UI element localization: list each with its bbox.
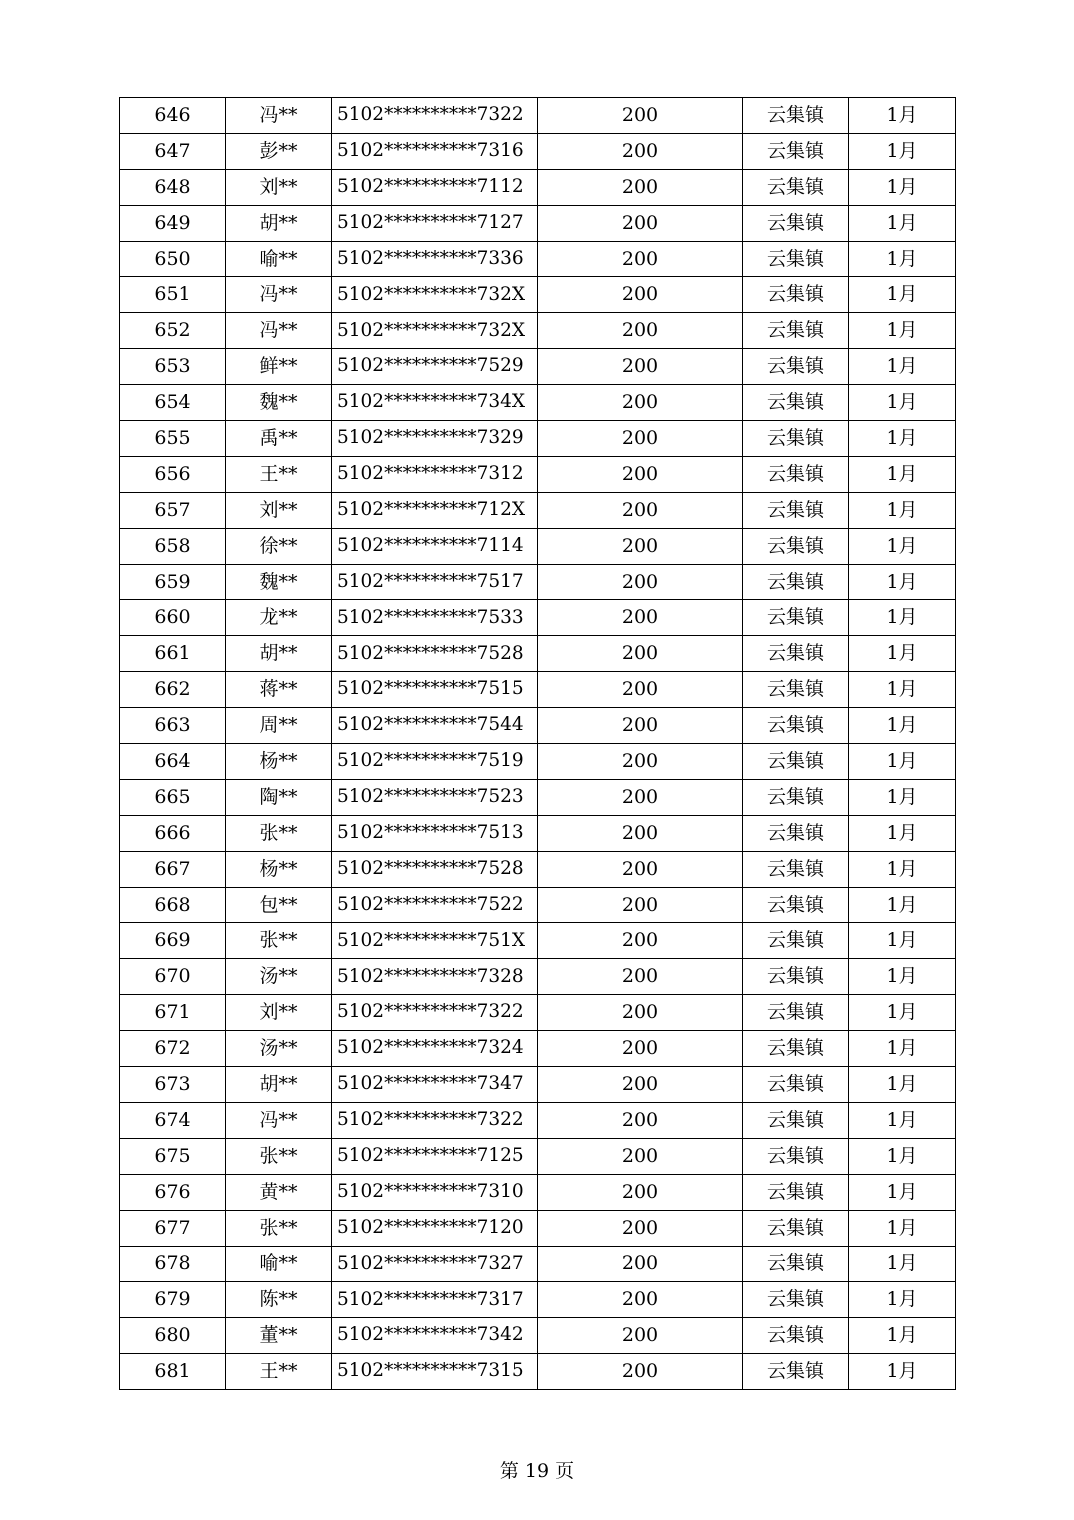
town-cell: 云集镇 — [743, 708, 849, 744]
id-number-cell: 5102**********7112 — [332, 169, 538, 205]
town-cell: 云集镇 — [743, 959, 849, 995]
id-number-cell: 5102**********7533 — [332, 600, 538, 636]
town-cell: 云集镇 — [743, 98, 849, 134]
id-number-cell: 5102**********7347 — [332, 1067, 538, 1103]
month-cell: 1月 — [849, 1246, 956, 1282]
page-number: 第 19 页 — [499, 1460, 575, 1482]
id-number-cell: 5102**********7324 — [332, 1031, 538, 1067]
amount-cell: 200 — [538, 241, 743, 277]
id-number-cell: 5102**********7517 — [332, 564, 538, 600]
amount-cell: 200 — [538, 995, 743, 1031]
table-row — [120, 169, 956, 205]
id-number-cell: 5102**********7529 — [332, 349, 538, 385]
town-cell: 云集镇 — [743, 277, 849, 313]
name-cell: 魏** — [226, 385, 332, 421]
amount-cell: 200 — [538, 1318, 743, 1354]
month-cell: 1月 — [849, 887, 956, 923]
row-number-cell: 676 — [120, 1174, 226, 1210]
table-row — [120, 995, 956, 1031]
month-cell: 1月 — [849, 169, 956, 205]
row-number-cell: 669 — [120, 923, 226, 959]
amount-cell: 200 — [538, 744, 743, 780]
table-row — [120, 1138, 956, 1174]
name-cell: 喻** — [226, 241, 332, 277]
table-row — [120, 492, 956, 528]
id-number-cell: 5102**********7544 — [332, 708, 538, 744]
id-number-cell: 5102**********7327 — [332, 1246, 538, 1282]
id-number-cell: 5102**********734X — [332, 385, 538, 421]
table-row — [120, 421, 956, 457]
month-cell: 1月 — [849, 923, 956, 959]
id-number-cell: 5102**********751X — [332, 923, 538, 959]
name-cell: 陈** — [226, 1282, 332, 1318]
id-number-cell: 5102**********7528 — [332, 851, 538, 887]
month-cell: 1月 — [849, 1210, 956, 1246]
id-number-cell: 5102**********732X — [332, 277, 538, 313]
town-cell: 云集镇 — [743, 385, 849, 421]
month-cell: 1月 — [849, 815, 956, 851]
id-number-cell: 5102**********7328 — [332, 959, 538, 995]
table-row — [120, 98, 956, 134]
row-number-cell: 655 — [120, 421, 226, 457]
month-cell: 1月 — [849, 385, 956, 421]
month-cell: 1月 — [849, 851, 956, 887]
id-number-cell: 5102**********732X — [332, 313, 538, 349]
table-row — [120, 313, 956, 349]
amount-cell: 200 — [538, 421, 743, 457]
table-row — [120, 923, 956, 959]
amount-cell: 200 — [538, 887, 743, 923]
id-number-cell: 5102**********7329 — [332, 421, 538, 457]
id-number-cell: 5102**********7523 — [332, 779, 538, 815]
id-number-cell: 5102**********7120 — [332, 1210, 538, 1246]
amount-cell: 200 — [538, 349, 743, 385]
town-cell: 云集镇 — [743, 1138, 849, 1174]
town-cell: 云集镇 — [743, 779, 849, 815]
id-number-cell: 5102**********7127 — [332, 205, 538, 241]
id-number-cell: 5102**********7316 — [332, 133, 538, 169]
table-row — [120, 851, 956, 887]
table-row — [120, 1354, 956, 1390]
month-cell: 1月 — [849, 277, 956, 313]
row-number-cell: 652 — [120, 313, 226, 349]
table-row — [120, 277, 956, 313]
amount-cell: 200 — [538, 672, 743, 708]
row-number-cell: 661 — [120, 636, 226, 672]
month-cell: 1月 — [849, 1174, 956, 1210]
row-number-cell: 659 — [120, 564, 226, 600]
amount-cell: 200 — [538, 1102, 743, 1138]
row-number-cell: 680 — [120, 1318, 226, 1354]
month-cell: 1月 — [849, 1318, 956, 1354]
row-number-cell: 679 — [120, 1282, 226, 1318]
id-number-cell: 5102**********7322 — [332, 995, 538, 1031]
amount-cell: 200 — [538, 779, 743, 815]
row-number-cell: 663 — [120, 708, 226, 744]
row-number-cell: 677 — [120, 1210, 226, 1246]
table-row — [120, 815, 956, 851]
town-cell: 云集镇 — [743, 600, 849, 636]
amount-cell: 200 — [538, 564, 743, 600]
amount-cell: 200 — [538, 528, 743, 564]
amount-cell: 200 — [538, 815, 743, 851]
town-cell: 云集镇 — [743, 851, 849, 887]
name-cell: 冯** — [226, 313, 332, 349]
id-number-cell: 5102**********7336 — [332, 241, 538, 277]
month-cell: 1月 — [849, 492, 956, 528]
town-cell: 云集镇 — [743, 1246, 849, 1282]
month-cell: 1月 — [849, 133, 956, 169]
table-row — [120, 887, 956, 923]
row-number-cell: 673 — [120, 1067, 226, 1103]
name-cell: 蒋** — [226, 672, 332, 708]
row-number-cell: 657 — [120, 492, 226, 528]
table-row — [120, 1210, 956, 1246]
table-row — [120, 672, 956, 708]
amount-cell: 200 — [538, 1210, 743, 1246]
name-cell: 冯** — [226, 98, 332, 134]
town-cell: 云集镇 — [743, 456, 849, 492]
name-cell: 张** — [226, 1210, 332, 1246]
name-cell: 禹** — [226, 421, 332, 457]
town-cell: 云集镇 — [743, 1282, 849, 1318]
month-cell: 1月 — [849, 313, 956, 349]
town-cell: 云集镇 — [743, 995, 849, 1031]
town-cell: 云集镇 — [743, 564, 849, 600]
amount-cell: 200 — [538, 385, 743, 421]
amount-cell: 200 — [538, 1282, 743, 1318]
id-number-cell: 5102**********7317 — [332, 1282, 538, 1318]
month-cell: 1月 — [849, 241, 956, 277]
amount-cell: 200 — [538, 1174, 743, 1210]
row-number-cell: 654 — [120, 385, 226, 421]
town-cell: 云集镇 — [743, 528, 849, 564]
table-row — [120, 779, 956, 815]
town-cell: 云集镇 — [743, 887, 849, 923]
town-cell: 云集镇 — [743, 492, 849, 528]
town-cell: 云集镇 — [743, 1174, 849, 1210]
name-cell: 徐** — [226, 528, 332, 564]
name-cell: 汤** — [226, 1031, 332, 1067]
table-row — [120, 456, 956, 492]
amount-cell: 200 — [538, 133, 743, 169]
name-cell: 张** — [226, 923, 332, 959]
town-cell: 云集镇 — [743, 1318, 849, 1354]
amount-cell: 200 — [538, 1138, 743, 1174]
row-number-cell: 666 — [120, 815, 226, 851]
month-cell: 1月 — [849, 995, 956, 1031]
name-cell: 胡** — [226, 1067, 332, 1103]
table-row — [120, 600, 956, 636]
month-cell: 1月 — [849, 672, 956, 708]
row-number-cell: 662 — [120, 672, 226, 708]
month-cell: 1月 — [849, 959, 956, 995]
row-number-cell: 646 — [120, 98, 226, 134]
town-cell: 云集镇 — [743, 421, 849, 457]
table-row — [120, 744, 956, 780]
row-number-cell: 665 — [120, 779, 226, 815]
roster-table-body — [120, 98, 956, 1390]
id-number-cell: 5102**********7315 — [332, 1354, 538, 1390]
month-cell: 1月 — [849, 1067, 956, 1103]
town-cell: 云集镇 — [743, 923, 849, 959]
row-number-cell: 658 — [120, 528, 226, 564]
month-cell: 1月 — [849, 205, 956, 241]
town-cell: 云集镇 — [743, 133, 849, 169]
name-cell: 彭** — [226, 133, 332, 169]
roster-table — [119, 97, 956, 1390]
amount-cell: 200 — [538, 313, 743, 349]
town-cell: 云集镇 — [743, 672, 849, 708]
name-cell: 杨** — [226, 851, 332, 887]
row-number-cell: 648 — [120, 169, 226, 205]
name-cell: 刘** — [226, 995, 332, 1031]
amount-cell: 200 — [538, 169, 743, 205]
name-cell: 刘** — [226, 492, 332, 528]
month-cell: 1月 — [849, 456, 956, 492]
month-cell: 1月 — [849, 421, 956, 457]
name-cell: 董** — [226, 1318, 332, 1354]
month-cell: 1月 — [849, 98, 956, 134]
id-number-cell: 5102**********7310 — [332, 1174, 538, 1210]
amount-cell: 200 — [538, 1031, 743, 1067]
amount-cell: 200 — [538, 600, 743, 636]
id-number-cell: 5102**********7522 — [332, 887, 538, 923]
table-row — [120, 133, 956, 169]
name-cell: 杨** — [226, 744, 332, 780]
town-cell: 云集镇 — [743, 313, 849, 349]
id-number-cell: 5102**********7515 — [332, 672, 538, 708]
month-cell: 1月 — [849, 1031, 956, 1067]
month-cell: 1月 — [849, 636, 956, 672]
row-number-cell: 660 — [120, 600, 226, 636]
table-row — [120, 241, 956, 277]
town-cell: 云集镇 — [743, 636, 849, 672]
amount-cell: 200 — [538, 277, 743, 313]
table-row — [120, 205, 956, 241]
name-cell: 王** — [226, 456, 332, 492]
amount-cell: 200 — [538, 1067, 743, 1103]
table-row — [120, 708, 956, 744]
name-cell: 张** — [226, 815, 332, 851]
table-row — [120, 1282, 956, 1318]
town-cell: 云集镇 — [743, 349, 849, 385]
name-cell: 胡** — [226, 636, 332, 672]
table-row — [120, 564, 956, 600]
town-cell: 云集镇 — [743, 1354, 849, 1390]
month-cell: 1月 — [849, 528, 956, 564]
amount-cell: 200 — [538, 708, 743, 744]
id-number-cell: 5102**********7528 — [332, 636, 538, 672]
name-cell: 陶** — [226, 779, 332, 815]
row-number-cell: 668 — [120, 887, 226, 923]
month-cell: 1月 — [849, 1138, 956, 1174]
row-number-cell: 664 — [120, 744, 226, 780]
amount-cell: 200 — [538, 959, 743, 995]
table-row — [120, 1318, 956, 1354]
row-number-cell: 649 — [120, 205, 226, 241]
name-cell: 龙** — [226, 600, 332, 636]
id-number-cell: 5102**********7125 — [332, 1138, 538, 1174]
table-row — [120, 1031, 956, 1067]
table-row — [120, 636, 956, 672]
name-cell: 胡** — [226, 205, 332, 241]
town-cell: 云集镇 — [743, 815, 849, 851]
town-cell: 云集镇 — [743, 241, 849, 277]
name-cell: 汤** — [226, 959, 332, 995]
id-number-cell: 5102**********712X — [332, 492, 538, 528]
name-cell: 周** — [226, 708, 332, 744]
amount-cell: 200 — [538, 1246, 743, 1282]
id-number-cell: 5102**********7312 — [332, 456, 538, 492]
row-number-cell: 650 — [120, 241, 226, 277]
town-cell: 云集镇 — [743, 1102, 849, 1138]
id-number-cell: 5102**********7322 — [332, 1102, 538, 1138]
month-cell: 1月 — [849, 600, 956, 636]
table-row — [120, 1246, 956, 1282]
id-number-cell: 5102**********7342 — [332, 1318, 538, 1354]
name-cell: 包** — [226, 887, 332, 923]
table-row — [120, 1067, 956, 1103]
month-cell: 1月 — [849, 1102, 956, 1138]
town-cell: 云集镇 — [743, 205, 849, 241]
row-number-cell: 674 — [120, 1102, 226, 1138]
town-cell: 云集镇 — [743, 169, 849, 205]
amount-cell: 200 — [538, 1354, 743, 1390]
row-number-cell: 667 — [120, 851, 226, 887]
row-number-cell: 651 — [120, 277, 226, 313]
row-number-cell: 675 — [120, 1138, 226, 1174]
town-cell: 云集镇 — [743, 1210, 849, 1246]
name-cell: 冯** — [226, 1102, 332, 1138]
name-cell: 冯** — [226, 277, 332, 313]
table-row — [120, 1102, 956, 1138]
row-number-cell: 653 — [120, 349, 226, 385]
month-cell: 1月 — [849, 1282, 956, 1318]
row-number-cell: 656 — [120, 456, 226, 492]
row-number-cell: 672 — [120, 1031, 226, 1067]
amount-cell: 200 — [538, 205, 743, 241]
month-cell: 1月 — [849, 564, 956, 600]
id-number-cell: 5102**********7519 — [332, 744, 538, 780]
town-cell: 云集镇 — [743, 744, 849, 780]
table-row — [120, 349, 956, 385]
name-cell: 鲜** — [226, 349, 332, 385]
town-cell: 云集镇 — [743, 1031, 849, 1067]
name-cell: 黄** — [226, 1174, 332, 1210]
table-row — [120, 1174, 956, 1210]
table-row — [120, 385, 956, 421]
town-cell: 云集镇 — [743, 1067, 849, 1103]
amount-cell: 200 — [538, 636, 743, 672]
name-cell: 王** — [226, 1354, 332, 1390]
month-cell: 1月 — [849, 349, 956, 385]
amount-cell: 200 — [538, 98, 743, 134]
row-number-cell: 670 — [120, 959, 226, 995]
name-cell: 张** — [226, 1138, 332, 1174]
name-cell: 喻** — [226, 1246, 332, 1282]
month-cell: 1月 — [849, 708, 956, 744]
row-number-cell: 681 — [120, 1354, 226, 1390]
month-cell: 1月 — [849, 779, 956, 815]
id-number-cell: 5102**********7322 — [332, 98, 538, 134]
month-cell: 1月 — [849, 1354, 956, 1390]
name-cell: 刘** — [226, 169, 332, 205]
table-row — [120, 528, 956, 564]
amount-cell: 200 — [538, 923, 743, 959]
row-number-cell: 671 — [120, 995, 226, 1031]
row-number-cell: 678 — [120, 1246, 226, 1282]
amount-cell: 200 — [538, 456, 743, 492]
id-number-cell: 5102**********7513 — [332, 815, 538, 851]
amount-cell: 200 — [538, 851, 743, 887]
name-cell: 魏** — [226, 564, 332, 600]
month-cell: 1月 — [849, 744, 956, 780]
row-number-cell: 647 — [120, 133, 226, 169]
amount-cell: 200 — [538, 492, 743, 528]
id-number-cell: 5102**********7114 — [332, 528, 538, 564]
table-row — [120, 959, 956, 995]
